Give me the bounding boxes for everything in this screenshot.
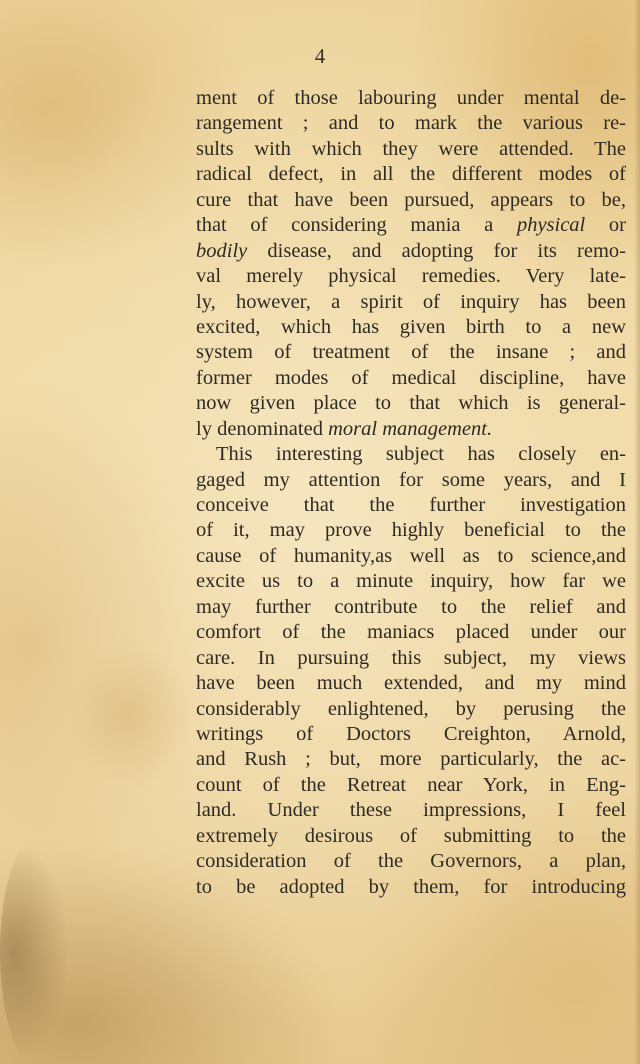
text-run: radical defect, in all the different modes of xyxy=(196,163,626,186)
text-run: count of the Retreat near York, in Eng- xyxy=(196,773,626,796)
text-line xyxy=(196,620,626,645)
text-line xyxy=(196,493,626,518)
text-line xyxy=(196,340,626,365)
text-line xyxy=(196,849,626,874)
text-line xyxy=(196,86,626,111)
paper-stain xyxy=(0,840,70,1064)
text-line xyxy=(196,442,626,467)
text-line xyxy=(196,290,626,315)
text-run: disease, and adopting for its remo- xyxy=(247,239,626,262)
text-run: and Rush ; but, more particularly, the ac- xyxy=(196,748,626,771)
text-run: cause of humanity,as well as to science,and xyxy=(196,544,626,567)
text-run: excited, which has given birth to a new xyxy=(196,315,626,338)
paragraph xyxy=(196,86,626,442)
text-run: ly, however, a spirit of inquiry has been xyxy=(196,290,626,313)
text-line xyxy=(196,366,626,391)
paper-stain xyxy=(70,640,190,790)
text-line xyxy=(196,544,626,569)
text-line xyxy=(196,569,626,594)
text-line xyxy=(196,518,626,543)
text-line xyxy=(196,773,626,798)
text-run: ment of those labouring under mental de- xyxy=(196,87,626,109)
text-run: sults with which they were attended. The xyxy=(196,137,626,160)
text-line xyxy=(196,391,626,416)
text-run: land. Under these impressions, I feel xyxy=(196,799,626,822)
text-run: conceive that the further investigation xyxy=(196,494,626,516)
text-line xyxy=(196,697,626,722)
text-run: to be adopted by them, for introducing xyxy=(196,875,626,898)
text-run: excite us to a minute inquiry, how far we xyxy=(196,570,626,593)
text-line xyxy=(196,264,626,289)
text-line xyxy=(196,239,626,264)
italic-phrase: physical xyxy=(516,214,586,237)
text-run: that of considering mania a xyxy=(196,214,517,237)
text-run: or xyxy=(585,214,626,237)
text-line xyxy=(196,798,626,823)
text-run: considerably enlightened, by perusing the xyxy=(196,697,626,720)
text-line xyxy=(196,137,626,162)
text-line xyxy=(196,722,626,747)
text-run: care. In pursuing this subject, my views xyxy=(196,646,626,669)
text-run: have been much extended, and my mind xyxy=(196,672,626,695)
body-text xyxy=(196,86,626,900)
text-line xyxy=(196,162,626,187)
text-run: This interesting subject has closely en- xyxy=(216,443,626,466)
text-run: gaged my attention for some years, and I xyxy=(196,468,626,491)
text-line xyxy=(196,671,626,696)
text-line xyxy=(196,213,626,238)
text-line xyxy=(196,747,626,772)
text-run: val merely physical remedies. Very late- xyxy=(196,265,626,288)
text-run: cure that have been pursued, appears to be, xyxy=(196,188,626,211)
text-run: may further contribute to the relief and xyxy=(196,595,626,618)
text-line xyxy=(196,315,626,340)
text-run: ly denominated xyxy=(196,417,329,440)
text-run: rangement ; and to mark the various re- xyxy=(196,112,626,135)
text-run: former modes of medical discipline, have xyxy=(196,366,626,389)
text-run: now given place to that which is general- xyxy=(196,392,626,415)
text-run: writings of Doctors Creighton, Arnold, xyxy=(196,722,626,745)
paragraph xyxy=(196,442,626,900)
text-line xyxy=(196,646,626,671)
italic-phrase: bodily xyxy=(196,239,248,262)
page-number: 4 xyxy=(314,44,326,68)
text-line xyxy=(196,875,626,900)
text-run: comfort of the maniacs placed under our xyxy=(196,621,626,644)
text-line xyxy=(196,417,626,442)
text-line xyxy=(196,188,626,213)
text-run: consideration of the Governors, a plan, xyxy=(196,850,626,873)
text-run: extremely desirous of submitting to the xyxy=(196,824,626,847)
text-line xyxy=(196,595,626,620)
text-line xyxy=(196,468,626,493)
text-line xyxy=(196,824,626,849)
italic-phrase: moral management. xyxy=(328,417,493,440)
text-line xyxy=(196,111,626,136)
text-run: of it, may prove highly beneficial to the xyxy=(196,519,626,542)
page-edge xyxy=(634,0,640,1064)
text-run: system of treatment of the insane ; and xyxy=(196,341,626,364)
